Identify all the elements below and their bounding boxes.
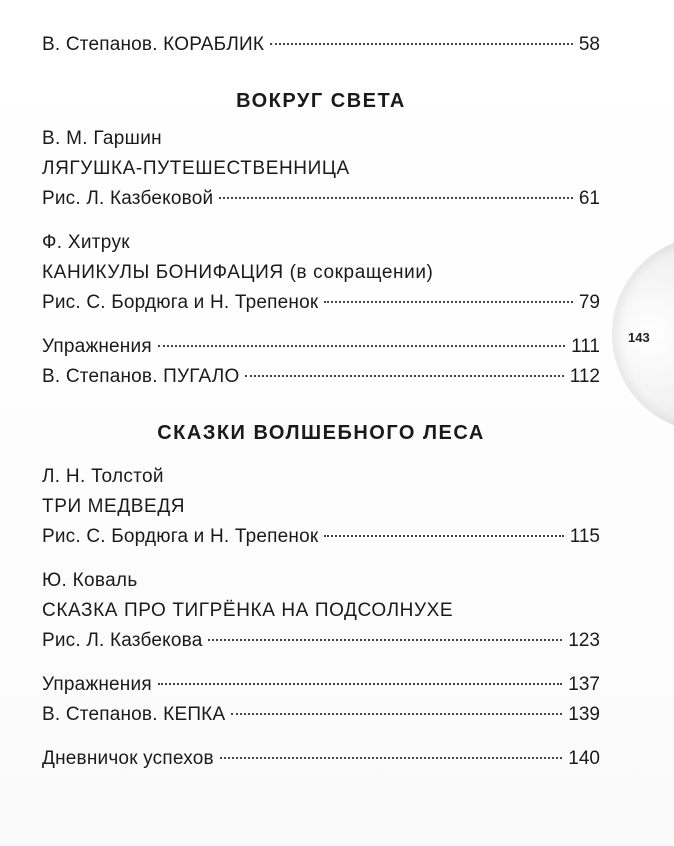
entry-page-number: 79	[578, 292, 600, 313]
story-author: Ю. Коваль	[42, 570, 138, 591]
dot-leader	[231, 713, 562, 715]
illustrator-label: Рис. Л. Казбекова	[42, 630, 203, 651]
illustrator-entry	[42, 522, 600, 552]
entry-page-number: 115	[569, 526, 600, 547]
entry-page-number: 139	[568, 704, 600, 725]
illustrator-label: Рис. С. Бордюга и Н. Трепенок	[42, 526, 319, 547]
section-title: СКАЗКИ ВОЛШЕБНОГО ЛЕСА	[157, 422, 485, 444]
dot-leader	[324, 535, 563, 537]
entry-label: Дневничок успехов	[42, 748, 214, 769]
story-author: Ф. Хитрук	[42, 232, 130, 253]
toc-entry-exercises	[42, 670, 600, 700]
illustrator-entry	[42, 288, 600, 318]
story-author: Л. Н. Толстой	[42, 466, 164, 487]
dot-leader	[270, 43, 573, 45]
story-title: КАНИКУЛЫ БОНИФАЦИЯ (в сокращении)	[42, 262, 434, 283]
entry-label: Упражнения	[42, 336, 152, 357]
story-title: СКАЗКА ПРО ТИГРЁНКА НА ПОДСОЛНУХЕ	[42, 600, 454, 621]
dot-leader	[220, 757, 563, 759]
table-of-contents	[42, 30, 600, 774]
dot-leader	[158, 345, 565, 347]
page-number: 143	[628, 330, 650, 345]
dot-leader	[208, 639, 562, 641]
story-block	[42, 462, 600, 552]
dot-leader	[245, 375, 563, 377]
illustrator-entry	[42, 184, 600, 214]
entry-page-number: 123	[568, 630, 600, 651]
story-author: В. М. Гаршин	[42, 128, 162, 149]
story-title: ЛЯГУШКА-ПУТЕШЕСТВЕННИЦА	[42, 158, 350, 179]
toc-entry-kepka	[42, 700, 600, 730]
entry-label: В. Степанов. ПУГАЛО	[42, 366, 240, 387]
section-title: ВОКРУГ СВЕТА	[236, 90, 406, 112]
illustrator-label: Рис. С. Бордюга и Н. Трепенок	[42, 292, 319, 313]
entry-page-number: 111	[571, 336, 600, 357]
dot-leader	[158, 683, 562, 685]
illustrator-label: Рис. Л. Казбековой	[42, 188, 214, 209]
entry-page-number: 140	[568, 748, 600, 769]
story-block	[42, 228, 600, 318]
illustrator-entry	[42, 626, 600, 656]
toc-entry-pugalo	[42, 362, 600, 392]
entry-page-number: 61	[578, 188, 600, 209]
toc-entry-korablik	[42, 30, 600, 60]
story-block	[42, 566, 600, 656]
entry-page-number: 137	[568, 674, 600, 695]
entry-label: В. Степанов. КОРАБЛИК	[42, 34, 265, 55]
dot-leader	[324, 301, 573, 303]
dot-leader	[219, 197, 573, 199]
entry-page-number: 112	[569, 366, 600, 387]
entry-page-number: 58	[578, 34, 600, 55]
story-title: ТРИ МЕДВЕДЯ	[42, 496, 186, 517]
toc-entry-success-diary	[42, 744, 600, 774]
toc-entry-exercises	[42, 332, 600, 362]
entry-label: Упражнения	[42, 674, 152, 695]
entry-label: В. Степанов. КЕПКА	[42, 704, 226, 725]
story-block	[42, 124, 600, 214]
